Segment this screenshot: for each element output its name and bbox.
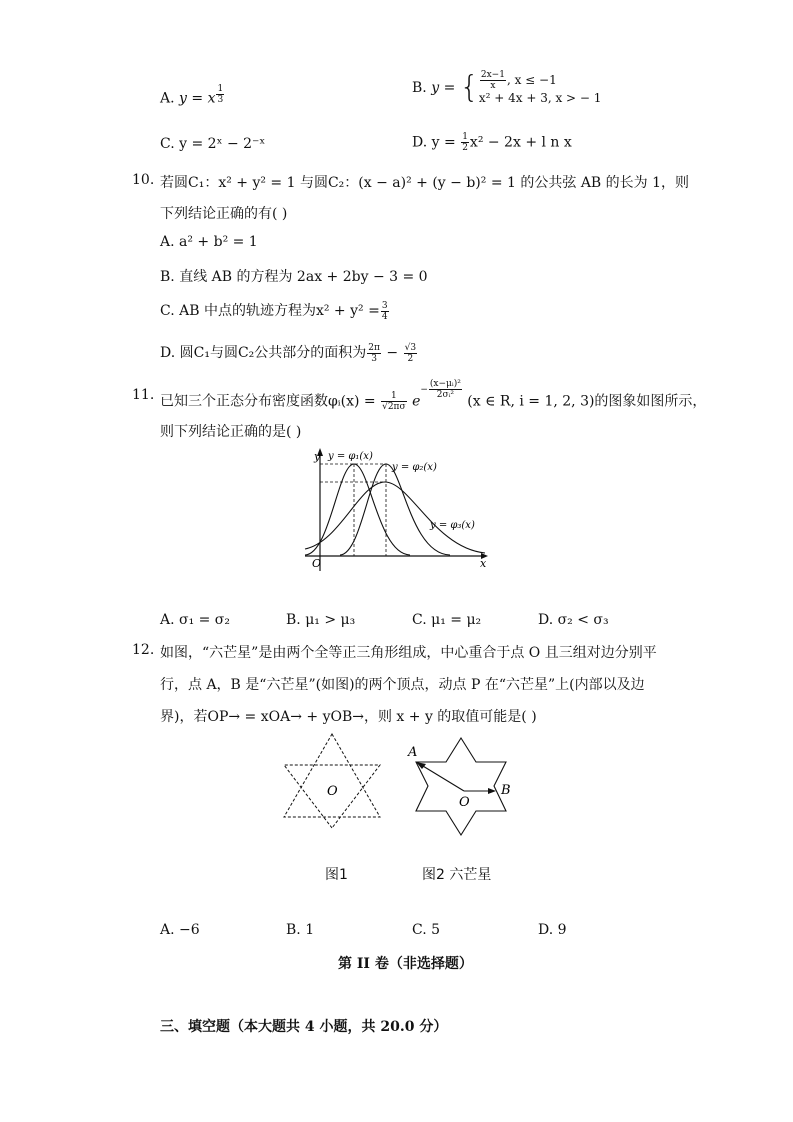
q10-number: 10. bbox=[132, 172, 155, 188]
piecewise-brace: { bbox=[459, 70, 479, 105]
figure2-star bbox=[404, 732, 524, 838]
figure1-caption: 图1 bbox=[325, 867, 348, 883]
curve-phi2 bbox=[340, 464, 450, 555]
vector-oa bbox=[418, 763, 464, 791]
figure1-hexagram bbox=[276, 732, 388, 832]
q12-line3: 界)，若OP→ = xOA→ + yOB→，则 x + y 的取值可能是( ) bbox=[160, 709, 537, 725]
q10-option-d: D. 圆C₁与圆C₂公共部分的面积为 $\frac{2\pi}{3}$ − $\frac{√3}{2}$ bbox=[160, 342, 417, 364]
upward-triangle bbox=[284, 734, 380, 817]
q10-option-b: B. 直线 AB 的方程为 2ax + 2by − 3 = 0 bbox=[160, 269, 428, 285]
figure2-caption: 图2 六芒星 bbox=[422, 867, 492, 883]
q9-option-d: D. y = $\frac{1}{2}$ x² − 2x + l n x bbox=[412, 132, 572, 153]
fig2-a-label: A bbox=[408, 745, 418, 760]
star-outline bbox=[416, 738, 506, 835]
q12-option-d: D. 9 bbox=[538, 922, 567, 938]
curve-phi3 bbox=[305, 482, 485, 553]
piece2: x² + 4x + 3, x > − 1 bbox=[478, 91, 602, 105]
option-c-expr: y = 2ˣ − 2⁻ˣ bbox=[179, 136, 266, 152]
option-b-label: B. bbox=[412, 80, 427, 96]
curve1-label: y = φ₁(x) bbox=[328, 451, 373, 462]
q9-option-b: B. y = { $\frac{2x-1}{x}$ , x ≤ −1 x² + 4x + 3, x > − 1 bbox=[412, 70, 602, 105]
q11-option-a: A. σ₁ = σ₂ bbox=[160, 612, 230, 628]
q10-line1: 若圆C₁：x² + y² = 1 与圆C₂：(x − a)² + (y − b)² = 1 的公共弦 AB 的长为 1，则 bbox=[160, 175, 690, 191]
q11-line1-post: (x ∈ R, i = 1, 2, 3)的图象如图所示， bbox=[467, 393, 707, 410]
fig2-o-label: O bbox=[459, 795, 470, 810]
math-y: y bbox=[179, 90, 187, 107]
section3-title: 三、填空题（本大题共 4 小题，共 20.0 分） bbox=[160, 1019, 448, 1035]
q12-number: 12. bbox=[132, 642, 155, 658]
normal-distribution-graph bbox=[300, 446, 500, 574]
q11-option-d: D. σ₂ < σ₃ bbox=[538, 612, 609, 628]
q10-d-text: D. 圆C₁与圆C₂公共部分的面积为 bbox=[160, 345, 367, 361]
q12-option-a: A. −6 bbox=[160, 922, 200, 938]
q10-option-a: A. a² + b² = 1 bbox=[160, 234, 258, 250]
q11-line2: 则下列结论正确的是( ) bbox=[160, 424, 302, 440]
q11-option-c: C. μ₁ = μ₂ bbox=[412, 612, 482, 628]
q12-option-b: B. 1 bbox=[286, 922, 315, 938]
curve2-label: y = φ₂(x) bbox=[392, 462, 437, 473]
section2-title: 第 II 卷（非选择题） bbox=[338, 956, 473, 972]
fig2-b-label: B bbox=[501, 783, 511, 798]
origin-label: O bbox=[312, 557, 322, 570]
q12-line1: 如图，“六芒星”是由两个全等正三角形组成，中心重合于点 O 且三组对边分别平 bbox=[160, 645, 657, 661]
option-d-label: D. bbox=[412, 134, 428, 151]
q9-option-a: A. y = x $^{\frac{1}{3}}$ bbox=[160, 84, 224, 107]
y-axis-label: y bbox=[314, 450, 321, 463]
q11-number: 11. bbox=[132, 387, 155, 403]
q10-option-c: C. AB 中点的轨迹方程为x² + y² = $\frac{3}{4}$ bbox=[160, 300, 388, 322]
curve3-label: y = φ₃(x) bbox=[430, 520, 475, 531]
q12-option-c: C. 5 bbox=[412, 922, 441, 938]
q10-line2: 下列结论正确的有( ) bbox=[160, 206, 288, 222]
q11-option-b: B. μ₁ > μ₃ bbox=[286, 612, 356, 628]
option-a-label: A. bbox=[160, 90, 175, 107]
q11-line1: 已知三个正态分布密度函数φᵢ(x) = $\frac{1}{√2\pi\sigma}$ $e^{- \frac{\text{(x−μᵢ)²}}{\text{2σᵢ²}}}$ (x ∈ R, i = 1, 2, 3)的图象如图所示， bbox=[160, 379, 707, 413]
piece1-cond: , x ≤ −1 bbox=[506, 73, 557, 87]
option-c-label: C. bbox=[160, 136, 175, 152]
fig1-center-label: O bbox=[327, 784, 338, 799]
q12-line2: 行，点 A，B 是“六芒星”(如图)的两个顶点，动点 P 在“六芒星”上(内部以及边 bbox=[160, 677, 645, 693]
piecewise-body: $\frac{2x-1}{x}$ , x ≤ −1 x² + 4x + 3, x > − 1 bbox=[478, 70, 602, 105]
option-d-expr: x² − 2x + l n x bbox=[469, 134, 572, 151]
q11-line1-pre: 已知三个正态分布密度函数φᵢ(x) = bbox=[160, 393, 376, 410]
math-x: x bbox=[207, 90, 216, 107]
math-y-b: y bbox=[431, 80, 440, 96]
q10-c-text: C. AB 中点的轨迹方程为x² + y² = bbox=[160, 303, 380, 319]
x-axis-label: x bbox=[480, 557, 487, 570]
q9-option-c bbox=[160, 136, 265, 152]
